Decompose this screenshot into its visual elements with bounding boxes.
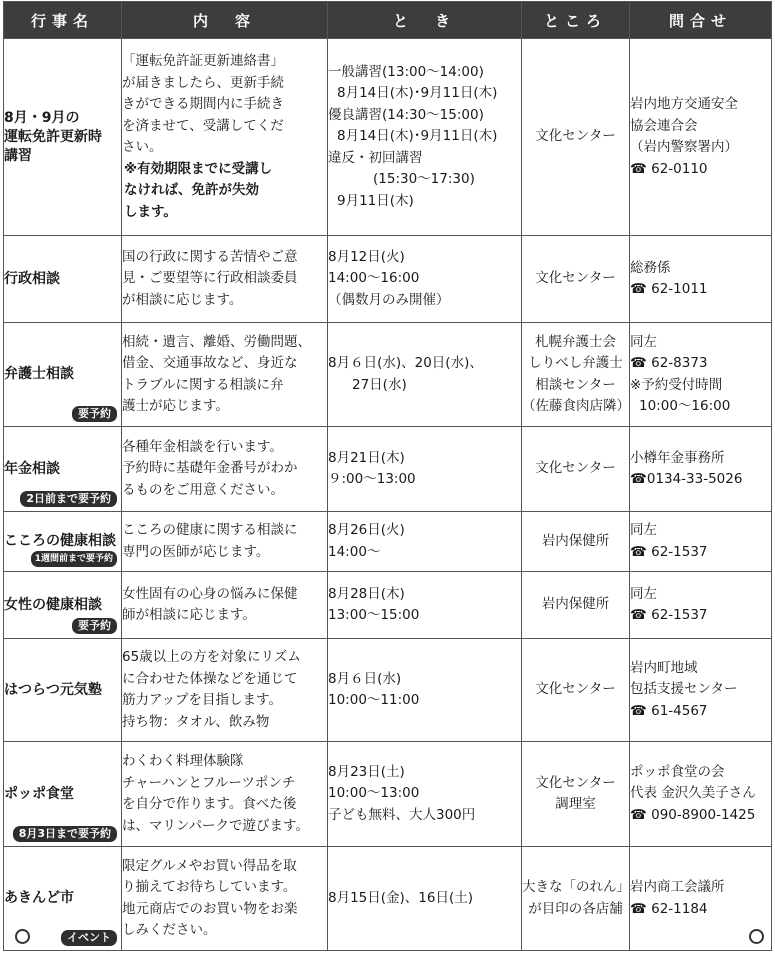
event-when: 8月23日(土) 10:00～13:00 子ども無料、大人300円 — [328, 742, 522, 847]
event-contact: 岩内地方交通安全 協会連合会 （岩内警察署内） ☎ 62-0110 — [630, 39, 772, 236]
event-content: 「運転免許証更新連絡書」 が届きましたら、更新手続 きができる期間内に手続き を済ませて、受講してくだ さい。 ※有効期限までに受講し なければ、免許が失効 します。 — [122, 39, 328, 236]
event-when: 8月28日(木) 13:00～15:00 — [328, 572, 522, 639]
event-contact: 岩内商工会議所 ☎ 62-1184 — [630, 847, 772, 951]
header-contact: 問合せ — [630, 2, 772, 39]
reservation-badge: 要予約 — [72, 618, 117, 634]
event-contact: 総務係 ☎ 62-1011 — [630, 236, 772, 323]
header-content: 内 容 — [122, 2, 328, 39]
event-name: こころの健康相談 1週間前まで要予約 — [4, 512, 122, 572]
event-content: 国の行政に関する苦情やご意 見・ご要望等に行政相談委員 が相談に応じます。 — [122, 236, 328, 323]
event-contact: 岩内町地域 包括支援センター ☎ 61-4567 — [630, 639, 772, 742]
event-badge: イベント — [61, 930, 117, 946]
event-contact: 同左 ☎ 62-1537 — [630, 512, 772, 572]
event-content: こころの健康に関する相談に 専門の医師が応じます。 — [122, 512, 328, 572]
events-table — [3, 1, 772, 951]
table-row — [4, 512, 772, 572]
event-when: 8月６日(水)、20日(水)、 27日(水) — [328, 323, 522, 427]
table-row — [4, 639, 772, 742]
notice-text: ※有効期限までに受講し なければ、免許が失効 します。 — [124, 160, 273, 220]
event-content: 女性固有の心身の悩みに保健 師が相談に応じます。 — [122, 572, 328, 639]
event-content: 65歳以上の方を対象にリズム に合わせた体操などを通じて 筋力アップを目指します。 持ち物：タオル、飲み物 — [122, 639, 328, 742]
event-place: 大きな「のれん」 が目印の各店舗 — [522, 847, 630, 951]
table-row — [4, 427, 772, 512]
circle-icon — [749, 929, 764, 944]
event-content: 各種年金相談を行います。 予約時に基礎年金番号がわか るものをご用意ください。 — [122, 427, 328, 512]
event-content: 相続・遺言、離婚、労働問題、 借金、交通事故など、身近な トラブルに関する相談に弁 護士が応じます。 — [122, 323, 328, 427]
event-when: 8月26日(火) 14:00～ — [328, 512, 522, 572]
event-name: 行政相談 — [4, 236, 122, 323]
event-place: 文化センター — [522, 639, 630, 742]
event-place: 岩内保健所 — [522, 572, 630, 639]
header-place: ところ — [522, 2, 630, 39]
event-contact: 同左 ☎ 62-8373 ※予約受付時間 10:00～16:00 — [630, 323, 772, 427]
event-name: 8月・9月の 運転免許更新時 講習 — [4, 39, 122, 236]
event-contact: ポッポ食堂の会 代表 金沢久美子さん ☎ 090-8900-1425 — [630, 742, 772, 847]
event-content: 限定グルメやお買い得品を取 り揃えてお待ちしています。 地元商店でのお買い物をお楽 しみください。 — [122, 847, 328, 951]
event-name: 弁護士相談 要予約 — [4, 323, 122, 427]
event-when: 一般講習(13:00～14:00) 8月14日(木)･9月11日(木) 優良講習(14:30～15:00) 8月14日(木)･9月11日(木) 違反・初回講習 (15:30～17:30) 9月11日(木) — [328, 39, 522, 236]
event-name: ポッポ食堂 8月3日まで要予約 — [4, 742, 122, 847]
reservation-badge: 1週間前まで要予約 — [31, 551, 117, 567]
event-place: 文化センター — [522, 236, 630, 323]
event-when: 8月12日(火) 14:00～16:00 （偶数月のみ開催） — [328, 236, 522, 323]
reservation-badge: 要予約 — [72, 406, 117, 422]
event-place: 文化センター — [522, 427, 630, 512]
reservation-badge: 8月3日まで要予約 — [13, 826, 117, 842]
circle-icon — [15, 929, 30, 944]
event-name: はつらつ元気塾 — [4, 639, 122, 742]
table-row — [4, 323, 772, 427]
event-when: 8月６日(水) 10:00～11:00 — [328, 639, 522, 742]
event-when: 8月15日(金)、16日(土) — [328, 847, 522, 951]
table-row — [4, 39, 772, 236]
table-row — [4, 572, 772, 639]
event-contact: 小樽年金事務所 ☎0134-33-5026 — [630, 427, 772, 512]
header-when: と き — [328, 2, 522, 39]
table-row — [4, 847, 772, 951]
event-name: 女性の健康相談 要予約 — [4, 572, 122, 639]
event-when: 8月21日(木) ９:00～13:00 — [328, 427, 522, 512]
event-place: 岩内保健所 — [522, 512, 630, 572]
event-place: 札幌弁護士会 しりべし弁護士 相談センター （佐藤食肉店隣） — [522, 323, 630, 427]
reservation-badge: 2日前まで要予約 — [20, 491, 117, 507]
header-row — [4, 2, 772, 39]
table-row — [4, 236, 772, 323]
event-place: 文化センター — [522, 39, 630, 236]
event-name: 年金相談 2日前まで要予約 — [4, 427, 122, 512]
table-row — [4, 742, 772, 847]
event-content: わくわく料理体験隊 チャーハンとフルーツポンチ を自分で作ります。食べた後 は、マリンパークで遊びます。 — [122, 742, 328, 847]
header-name: 行事名 — [4, 2, 122, 39]
event-name: あきんど市 イベント — [4, 847, 122, 951]
event-contact: 同左 ☎ 62-1537 — [630, 572, 772, 639]
event-place: 文化センター 調理室 — [522, 742, 630, 847]
